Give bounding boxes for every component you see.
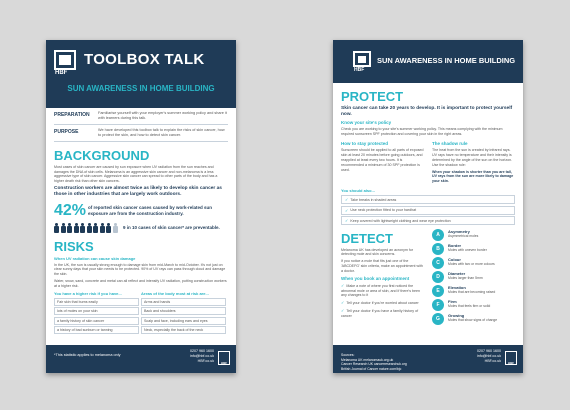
policy-text: Check you are working to your site's summer working policy. This means complying with the minimum required sunscreen SPF protection and covering your skin in the right areas. [341,127,503,137]
person-icon [54,223,59,233]
risk-columns [54,291,228,336]
abc-item: G Growing Moles that show signs of change [432,313,515,325]
hbf-footer-logo-icon: HBF [218,351,230,365]
checklist-item: ✓ Take breaks in shaded areas [341,195,515,204]
letter-badge: F [432,299,444,311]
policy-heading: Know your site's policy [341,120,392,126]
body-areas-heading: Areas of the body most at risk are... [141,290,209,296]
stat-42 [54,202,228,220]
check-icon: ✓ [341,282,345,288]
letter-badge: A [432,229,444,241]
letter-badge: C [432,257,444,269]
risks-text: In the UK, the sun is usually strong enough to damage skin from mid-March to mid-October. It's not just on clear sunny days that your skin needs to be protected. 90% of UV rays can pass through cloud and damage the skin. [54,262,226,277]
list-item: a family history of skin cancer [54,317,139,325]
risks-text-2: Water, snow, sand, concrete and metal can all reflect and intensify UV radiation, putting construction workers at a higher risk. [54,279,227,288]
abc-item: F Firm Moles that feels firm or solid [432,299,515,311]
policy-section [341,120,515,137]
higher-risk-column [54,291,141,336]
page-2-header [333,40,523,83]
detect-section [341,227,515,327]
page-1-footer [46,345,236,373]
phone-number: 0207 960 1600 [190,349,214,353]
check-icon: ✓ [345,218,349,224]
howto-column [341,139,428,186]
check-icon: ✓ [341,300,345,306]
stat-text: of reported skin cancer cases caused by work-related sun exposure are from the construction industry. [88,204,213,216]
check-icon: ✓ [345,207,349,213]
list-item: Neck, especially the back of the neck [141,326,226,334]
sources-list [341,353,407,371]
source-item: Cancer Research UK cancerresearchuk.org [341,362,407,367]
person-icon [74,223,79,233]
appointment-heading: When you book an appointment [341,275,410,281]
people-stat [54,223,228,233]
person-icon [100,223,105,233]
contact-details [190,349,214,364]
person-icon [67,223,72,233]
person-icon [106,223,111,233]
checklist-item: ✓ Keep covered with lightweight clothing and wear eye protection [341,216,515,225]
person-icon [93,223,98,233]
logo-text: HBF [354,67,365,73]
page-2-footer [333,345,523,373]
body-areas-column [141,291,228,336]
phone-number: 0207 960 1600 [477,349,501,353]
protect-lead: Skin cancer can take 20 years to develop. It is important to protect yourself now. [341,106,513,118]
abc-item: B Border Moles with uneven border [432,243,515,255]
contact-details [477,349,501,364]
risks-heading: RISKS [54,238,94,254]
page-title: TOOLBOX TALK [84,51,205,68]
detect-text: Melanoma UK has developed an acronym for detecting mole and skin concerns. [341,247,414,257]
risks-subheading: When UV radiation can cause skin damage [54,255,136,261]
website-link[interactable]: HBF.co.uk [484,359,501,364]
shadow-text: The heat from the sun is created by infrared rays. UV rays have no temperature and their intensity is determined by the angle of the sun on the horizon. Use the shadow rule: [432,148,513,167]
appointment-item: ✓ Make a note of where you first noticed the abnormal mole or area of skin, and if there's been any changes to it [341,282,420,298]
stat-percentage: 42% [54,201,87,219]
should-heading: You should also... [341,188,375,194]
website-link[interactable]: HBF.co.uk [197,359,214,364]
logo-text: HBF [55,70,68,76]
checklist-item: ✓ Use neck protection fitted to your hardhat [341,206,515,215]
purpose-label: PURPOSE [54,128,79,135]
page-subtitle: SUN AWARENESS IN HOME BUILDING [67,84,215,93]
email-link[interactable]: info@hbf.co.uk [476,354,501,359]
people-text: 9 in 10 cases of skin cancer* are preventable. [123,225,220,231]
list-item: Fair skin that burns easily [54,298,139,306]
person-icon [80,223,85,233]
toolbox-talk-page-2 [333,40,523,373]
person-icon [61,223,66,233]
purpose-text: We have developed this toolbox talk to explain the risks of skin cancer, how to protect the skin, and how to detect skin cancer. [98,127,225,137]
page-2-title: SUN AWARENESS IN HOME BUILDING [377,56,516,65]
shadow-bold: When your shadow is shorter than you are tall, UV rays from the sun are more likely to damage your skin. [432,169,514,184]
footnote: *This statistic applies to melanoma only [54,353,121,357]
letter-badge: B [432,243,444,255]
abc-item: E Elevation Moles that are becoming raised [432,285,515,297]
page-1-header [46,40,236,108]
list-item: Scalp and face, including ears and eyes [141,317,226,325]
check-icon: ✓ [341,308,345,314]
background-text: Most cases of skin cancer are caused by sun exposure when UV radiation from the sun reaches and damages the DNA of skin cells. Melanoma is an aggressive skin cancer and non-melanoma is a less aggressive type of skin cancer. Aggressive skin cancer can spread to other parts of the body and has a higher death risk than other skin cancers. [54,164,218,184]
abcdefg-list [428,227,515,327]
person-icon [87,223,92,233]
purpose-row [54,125,228,142]
source-item: British Journal of Cancer nature.com/bjc [341,366,402,371]
howto-heading: How to stay protected [341,141,389,147]
background-heading: BACKGROUND [54,147,150,163]
protect-heading: PROTECT [341,89,404,104]
detect-heading: DETECT [341,230,393,246]
abc-item: A Asymmetry Asymmetrical moles [432,229,515,241]
list-item: lots of moles on your skin [54,307,139,315]
source-item: Melanoma UK melanomauk.org.uk [341,357,394,362]
person-icon [113,223,118,233]
protect-columns [341,139,515,186]
toolbox-talk-page-1 [46,40,236,373]
higher-risk-heading: You have a higher risk if you have... [54,290,122,296]
howto-text: Sunscreen should be applied to all parts of exposed skin at least 20 minutes before going outdoors, and reapplied at least every two hours. It is recommended a minimum of 30 SPF protection is used. [341,148,424,172]
preparation-text: Familiarise yourself with your employer's summer working policy and share it with learners during this talk. [98,111,227,120]
letter-badge: G [432,313,444,325]
appointment-item: ✓ Tell your doctor if you're worried about cancer [341,300,419,306]
preparation-label: PREPARATION [54,112,90,118]
detect-left [341,227,428,327]
email-link[interactable]: info@hbf.co.uk [189,354,214,359]
check-icon: ✓ [345,197,349,203]
shadow-column [428,139,515,186]
letter-badge: E [432,285,444,297]
appointment-item: ✓ Tell your doctor if you have a family history of cancer [341,308,419,318]
hbf-logo-icon [353,51,371,67]
detect-text-2: If you notice a mole that fits just one of the 'ABCDEFG' skin criteria, make an appointment with a doctor. [341,259,423,273]
hbf-logo-icon [54,50,76,70]
abc-item: D Diameter Moles larger than 5mm [432,271,515,283]
sources-heading: Sources: [341,353,355,357]
abc-item: C Colour Moles with two or more colours [432,257,515,269]
letter-badge: D [432,271,444,283]
preparation-row [54,108,228,125]
hbf-footer-logo-icon: HBF [505,351,517,365]
shadow-heading: The shadow rule [432,141,468,147]
background-bold: Construction workers are almost twice as likely to develop skin cancer as those in other industries that are largely work outdoors. [54,186,222,198]
list-item: Back and shoulders [141,307,226,315]
list-item: Arms and hands [141,298,226,306]
list-item: a history of bad sunburn or tanning [54,326,139,334]
